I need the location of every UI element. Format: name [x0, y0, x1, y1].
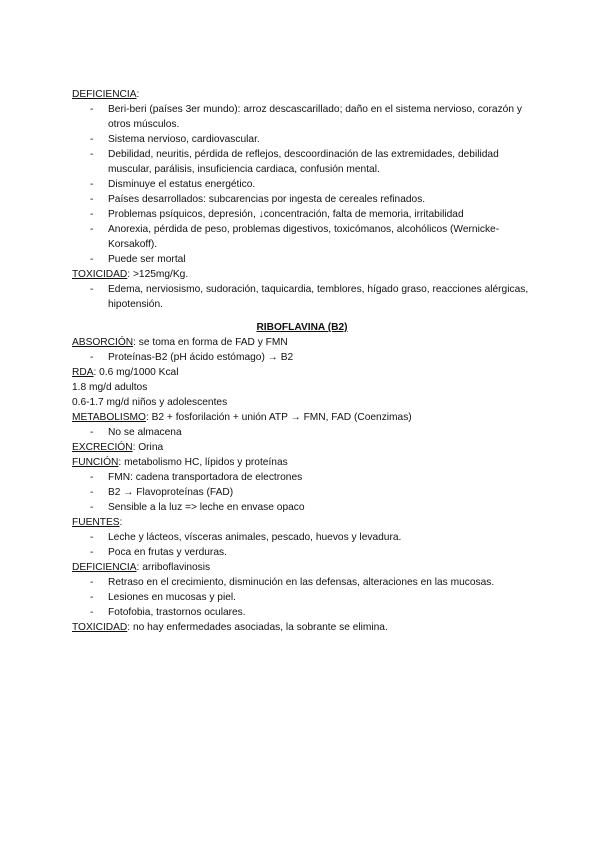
section-sources — [72, 515, 532, 530]
section-excretion — [72, 440, 532, 455]
section-text: : — [119, 517, 123, 528]
rda-line: 1.8 mg/d adultos — [72, 382, 148, 393]
rda-line: 0.6-1.7 mg/d niños y adolescentes — [72, 397, 228, 408]
list-item: - Disminuye el estatus energético. — [72, 177, 532, 192]
section-heading: DEFICIENCIA — [72, 562, 137, 573]
list-item: - Anorexia, pérdida de peso, problemas digestivos, toxicómanos, alcohólicos (Wernicke-Korsakoff). — [72, 222, 532, 252]
list-item: - Fotofobia, trastornos oculares. — [72, 605, 532, 620]
section-heading: ABSORCIÓN — [72, 337, 134, 348]
section-heading: RDA — [72, 367, 94, 378]
metabolism-list — [72, 425, 532, 440]
section-metabolism — [72, 410, 532, 425]
list-item: - Beri-beri (países 3er mundo): arroz descascarillado; daño en el sistema nervioso, corazón y otros músculos. — [72, 102, 532, 132]
section-text: : metabolismo HC, lípidos y proteínas — [118, 457, 288, 468]
section-deficiency-b1: DEFICIENCIA: — [72, 89, 140, 100]
section-text: : Orina — [132, 442, 164, 453]
section-heading: FUNCIÓN — [72, 457, 119, 468]
list-item: - Proteínas-B2 (pH ácido estómago) → B2 — [72, 350, 532, 365]
list-item: - B2 → Flavoproteínas (FAD) — [72, 485, 532, 500]
page-title: RIBOFLAVINA (B2) — [256, 322, 348, 333]
section-text: : se toma en forma de FAD y FMN — [133, 337, 288, 348]
deficiency-list — [72, 102, 532, 267]
list-item: - Poca en frutas y verduras. — [72, 545, 532, 560]
list-item: - FMN: cadena transportadora de electrones — [72, 470, 532, 485]
section-text: : 0.6 mg/1000 Kcal — [93, 367, 179, 378]
list-item: - Países desarrollados: subcarencias por ingesta de cereales refinados. — [72, 192, 532, 207]
list-item: - Leche y lácteos, vísceras animales, pescado, huevos y levadura. — [72, 530, 532, 545]
sources-list — [72, 530, 532, 560]
section-deficiency-b2 — [72, 560, 532, 575]
section-rda — [72, 365, 532, 380]
deficiency-b2-list — [72, 575, 532, 620]
list-item: - Debilidad, neuritis, pérdida de reflejos, descoordinación de las extremidades, debilidad muscular, parálisis, insuficiencia cardiaca, confusión mental. — [72, 147, 532, 177]
section-toxicity-b2 — [72, 620, 532, 635]
section-heading: TOXICIDAD — [72, 622, 128, 633]
section-absorption — [72, 335, 532, 350]
list-item: - Sistema nervioso, cardiovascular. — [72, 132, 532, 147]
section-text: : >125mg/Kg. — [127, 269, 189, 280]
list-item: - Problemas psíquicos, depresión, ↓concentración, falta de memoria, irritabilidad — [72, 207, 532, 222]
section-text: : no hay enfermedades asociadas, la sobrante se elimina. — [127, 622, 388, 633]
document-page — [72, 87, 532, 635]
section-heading: METABOLISMO — [72, 412, 146, 423]
section-text: : arriboflavinosis — [136, 562, 211, 573]
function-list — [72, 470, 532, 515]
section-toxicity-b1 — [72, 267, 532, 282]
section-heading: FUENTES — [72, 517, 120, 528]
absorption-list — [72, 350, 532, 365]
list-item: - Edema, nerviosismo, sudoración, taquicardia, temblores, hígado graso, reacciones alérgicas, hipotensión. — [72, 282, 532, 312]
list-item: - No se almacena — [72, 425, 532, 440]
list-item: - Lesiones en mucosas y piel. — [72, 590, 532, 605]
section-heading: TOXICIDAD — [72, 269, 128, 280]
section-heading: EXCRECIÓN — [72, 442, 133, 453]
list-item: - Retraso en el crecimiento, disminución en las defensas, alteraciones en las mucosas. — [72, 575, 532, 590]
section-text: : B2 + fosforilación + unión ATP → FMN, FAD (Coenzimas) — [145, 412, 412, 423]
list-item: - Sensible a la luz => leche en envase opaco — [72, 500, 532, 515]
section-heading: DEFICIENCIA — [72, 89, 137, 100]
toxicity-list — [72, 282, 532, 312]
list-item: - Puede ser mortal — [72, 252, 532, 267]
section-function — [72, 455, 532, 470]
